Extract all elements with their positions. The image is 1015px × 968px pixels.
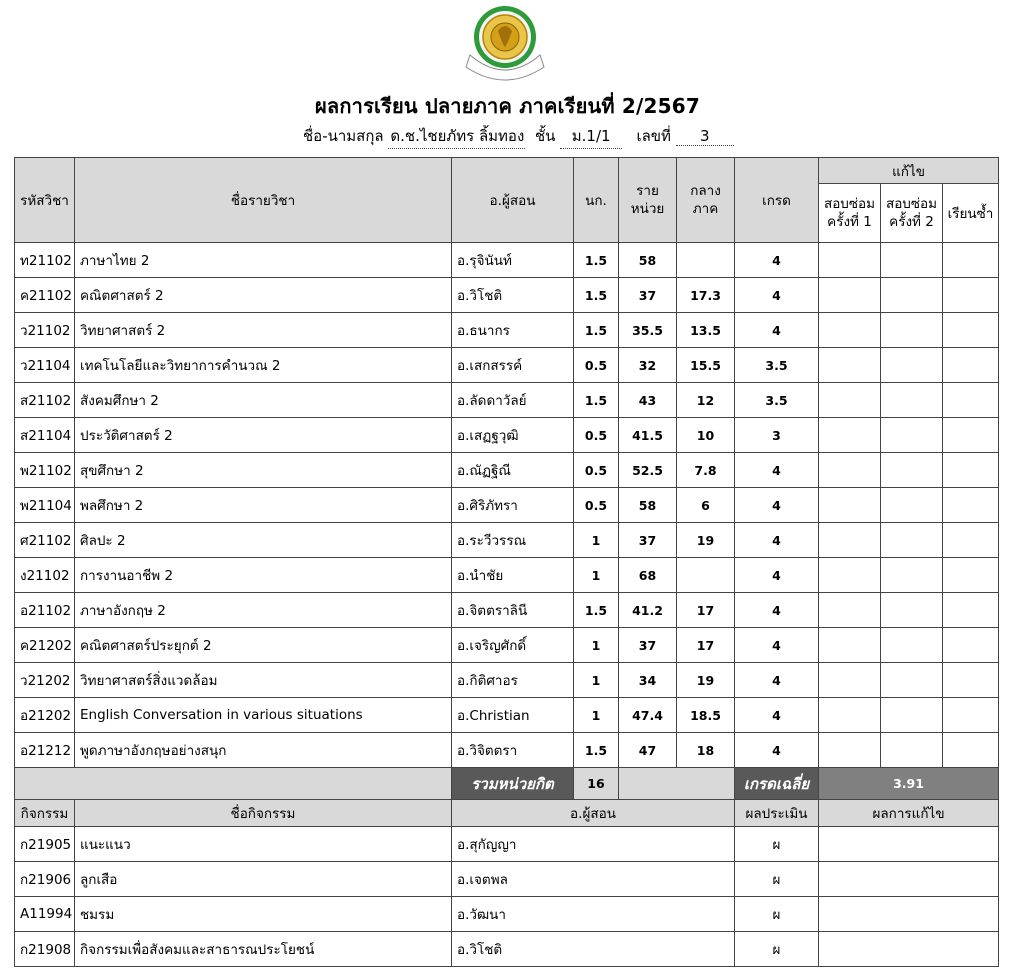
activity-teacher: อ.วิโชติ xyxy=(452,932,735,967)
subject-unit-score: 37 xyxy=(619,628,677,663)
activity-result: ผ xyxy=(735,827,819,862)
subject-teacher: อ.เจริญศักดิ์ xyxy=(452,628,574,663)
subject-retest2 xyxy=(881,523,943,558)
subject-repeat xyxy=(943,453,999,488)
subject-retest1 xyxy=(819,313,881,348)
subject-code: ค21202 xyxy=(15,628,75,663)
subject-row xyxy=(15,593,999,628)
subject-teacher: อ.เสฏฐวุฒิ xyxy=(452,418,574,453)
subject-credits: 0.5 xyxy=(574,418,619,453)
subject-code: ว21104 xyxy=(15,348,75,383)
subject-grade: 4 xyxy=(735,593,819,628)
subject-credits: 1.5 xyxy=(574,278,619,313)
fix-group-header: แก้ไข xyxy=(819,158,999,184)
subject-row xyxy=(15,418,999,453)
col-teacher-header: อ.ผู้สอน xyxy=(452,158,574,243)
subject-teacher: อ.วิโชติ xyxy=(452,278,574,313)
gpa-label: เกรดเฉลี่ย xyxy=(735,768,819,800)
activity-fix-result xyxy=(819,862,999,897)
subject-unit-score: 52.5 xyxy=(619,453,677,488)
subject-retest1 xyxy=(819,383,881,418)
subject-code: อ21212 xyxy=(15,733,75,768)
number-label: เลขที่ xyxy=(636,127,671,145)
activity-fix-result xyxy=(819,932,999,967)
subject-retest1 xyxy=(819,558,881,593)
subject-retest2 xyxy=(881,418,943,453)
subject-code: ง21102 xyxy=(15,558,75,593)
subject-row xyxy=(15,383,999,418)
activity-row xyxy=(15,827,999,862)
subject-midterm: 18.5 xyxy=(677,698,735,733)
subject-teacher: อ.ณัฏฐิณี xyxy=(452,453,574,488)
gpa-value: 3.91 xyxy=(819,768,999,800)
col-code-header: รหัสวิชา xyxy=(15,158,75,243)
act-col-name-header: ชื่อกิจกรรม xyxy=(75,800,452,827)
subject-midterm: 6 xyxy=(677,488,735,523)
subject-name: สุขศึกษา 2 xyxy=(75,453,452,488)
summary-filler xyxy=(15,768,452,800)
subject-teacher: อ.กิติศาอร xyxy=(452,663,574,698)
subject-retest2 xyxy=(881,313,943,348)
activity-result: ผ xyxy=(735,862,819,897)
activity-teacher: อ.สุกัญญา xyxy=(452,827,735,862)
subject-credits: 1 xyxy=(574,558,619,593)
subject-code: พ21104 xyxy=(15,488,75,523)
subject-row xyxy=(15,453,999,488)
subject-name: วิทยาศาสตร์สิ่งแวดล้อม xyxy=(75,663,452,698)
subject-repeat xyxy=(943,593,999,628)
act-col-teacher-header: อ.ผู้สอน xyxy=(452,800,735,827)
subject-midterm: 18 xyxy=(677,733,735,768)
subject-grade: 4 xyxy=(735,698,819,733)
subject-retest1 xyxy=(819,663,881,698)
subject-retest1 xyxy=(819,243,881,278)
subject-teacher: อ.นำชัย xyxy=(452,558,574,593)
activity-fix-result xyxy=(819,897,999,932)
student-info-line xyxy=(303,124,734,149)
subject-teacher: อ.ระวีวรรณ xyxy=(452,523,574,558)
subject-unit-score: 68 xyxy=(619,558,677,593)
subject-retest1 xyxy=(819,453,881,488)
subject-grade: 4 xyxy=(735,523,819,558)
subject-teacher: อ.ลัดดาวัลย์ xyxy=(452,383,574,418)
activity-name: กิจกรรมเพื่อสังคมและสาธารณประโยชน์ xyxy=(75,932,452,967)
subject-credits: 1.5 xyxy=(574,313,619,348)
activity-code: ก21908 xyxy=(15,932,75,967)
act-col-result-header: ผลประเมิน xyxy=(735,800,819,827)
subject-retest2 xyxy=(881,663,943,698)
subject-repeat xyxy=(943,243,999,278)
subject-name: การงานอาชีพ 2 xyxy=(75,558,452,593)
subject-retest2 xyxy=(881,348,943,383)
subject-code: อ21202 xyxy=(15,698,75,733)
col-grade-header: เกรด xyxy=(735,158,819,243)
subject-credits: 1.5 xyxy=(574,383,619,418)
activity-name: แนะแนว xyxy=(75,827,452,862)
col-credits-header: นก. xyxy=(574,158,619,243)
subject-grade: 4 xyxy=(735,243,819,278)
subject-retest1 xyxy=(819,628,881,663)
subject-grade: 4 xyxy=(735,278,819,313)
subject-unit-score: 43 xyxy=(619,383,677,418)
subject-code: ท21102 xyxy=(15,243,75,278)
subject-grade: 4 xyxy=(735,733,819,768)
subject-midterm: 17 xyxy=(677,593,735,628)
subject-retest2 xyxy=(881,243,943,278)
subject-credits: 0.5 xyxy=(574,453,619,488)
subject-retest2 xyxy=(881,488,943,523)
subject-retest2 xyxy=(881,383,943,418)
subject-unit-score: 35.5 xyxy=(619,313,677,348)
subject-unit-score: 41.2 xyxy=(619,593,677,628)
activity-teacher: อ.วัฒนา xyxy=(452,897,735,932)
subject-repeat xyxy=(943,733,999,768)
subject-credits: 1 xyxy=(574,663,619,698)
subject-repeat xyxy=(943,523,999,558)
subject-unit-score: 58 xyxy=(619,488,677,523)
subject-midterm xyxy=(677,558,735,593)
activity-teacher: อ.เจตพล xyxy=(452,862,735,897)
subject-name: สังคมศึกษา 2 xyxy=(75,383,452,418)
subject-name: วิทยาศาสตร์ 2 xyxy=(75,313,452,348)
subject-credits: 1 xyxy=(574,523,619,558)
subject-row xyxy=(15,488,999,523)
subject-code: ว21202 xyxy=(15,663,75,698)
subject-midterm: 13.5 xyxy=(677,313,735,348)
subject-grade: 4 xyxy=(735,663,819,698)
col-unit-header: ราย หน่วย xyxy=(619,158,677,243)
subject-grade: 3.5 xyxy=(735,383,819,418)
subject-grade: 4 xyxy=(735,453,819,488)
subject-unit-score: 47 xyxy=(619,733,677,768)
subject-code: ส21104 xyxy=(15,418,75,453)
subject-credits: 0.5 xyxy=(574,488,619,523)
subject-credits: 1 xyxy=(574,698,619,733)
school-logo xyxy=(460,3,550,81)
subject-retest2 xyxy=(881,453,943,488)
summary-filler-2 xyxy=(619,768,735,800)
subject-name: ภาษาอังกฤษ 2 xyxy=(75,593,452,628)
subject-unit-score: 37 xyxy=(619,523,677,558)
subject-midterm: 10 xyxy=(677,418,735,453)
subject-code: ว21102 xyxy=(15,313,75,348)
subject-grade: 3.5 xyxy=(735,348,819,383)
subject-credits: 1.5 xyxy=(574,593,619,628)
subject-row xyxy=(15,558,999,593)
activity-result: ผ xyxy=(735,932,819,967)
activity-name: ชมรม xyxy=(75,897,452,932)
subject-row xyxy=(15,663,999,698)
activity-name: ลูกเสือ xyxy=(75,862,452,897)
subject-unit-score: 58 xyxy=(619,243,677,278)
subject-unit-score: 37 xyxy=(619,278,677,313)
activity-row xyxy=(15,897,999,932)
subject-name: เทคโนโลยีและวิทยาการคำนวณ 2 xyxy=(75,348,452,383)
subject-retest2 xyxy=(881,733,943,768)
activity-code: ก21906 xyxy=(15,862,75,897)
subject-code: อ21102 xyxy=(15,593,75,628)
subject-teacher: อ.จิตตราลินี xyxy=(452,593,574,628)
subject-retest2 xyxy=(881,593,943,628)
subject-repeat xyxy=(943,418,999,453)
class-label: ชั้น xyxy=(534,127,556,145)
subject-retest1 xyxy=(819,733,881,768)
subject-name: คณิตศาสตร์ประยุกต์ 2 xyxy=(75,628,452,663)
subject-repeat xyxy=(943,383,999,418)
total-credits-value: 16 xyxy=(574,768,619,800)
subject-retest1 xyxy=(819,698,881,733)
subject-retest2 xyxy=(881,698,943,733)
col-retest2-header: สอบซ่อม ครั้งที่ 2 xyxy=(881,184,943,243)
col-subject-header: ชื่อรายวิชา xyxy=(75,158,452,243)
subject-code: ค21102 xyxy=(15,278,75,313)
subject-retest1 xyxy=(819,523,881,558)
act-col-fix-header: ผลการแก้ไข xyxy=(819,800,999,827)
subject-midterm: 19 xyxy=(677,663,735,698)
subject-retest1 xyxy=(819,418,881,453)
subject-midterm xyxy=(677,243,735,278)
subject-teacher: อ.เสกสรรค์ xyxy=(452,348,574,383)
act-col-code-header: กิจกรรม xyxy=(15,800,75,827)
subject-name: ประวัติศาสตร์ 2 xyxy=(75,418,452,453)
subject-midterm: 12 xyxy=(677,383,735,418)
subject-retest2 xyxy=(881,558,943,593)
subject-row xyxy=(15,348,999,383)
subject-unit-score: 34 xyxy=(619,663,677,698)
subject-grade: 4 xyxy=(735,313,819,348)
subject-midterm: 17.3 xyxy=(677,278,735,313)
activity-row xyxy=(15,932,999,967)
subject-unit-score: 32 xyxy=(619,348,677,383)
activity-row xyxy=(15,862,999,897)
subject-unit-score: 47.4 xyxy=(619,698,677,733)
activity-code: ก21905 xyxy=(15,827,75,862)
subject-row xyxy=(15,733,999,768)
subject-credits: 1.5 xyxy=(574,733,619,768)
subject-teacher: อ.Christian xyxy=(452,698,574,733)
subject-row xyxy=(15,313,999,348)
subject-repeat xyxy=(943,313,999,348)
subject-repeat xyxy=(943,278,999,313)
subject-name: พลศึกษา 2 xyxy=(75,488,452,523)
subject-retest2 xyxy=(881,278,943,313)
subject-retest2 xyxy=(881,628,943,663)
subject-retest1 xyxy=(819,593,881,628)
class-value: ม.1/1 xyxy=(560,124,622,149)
subject-teacher: อ.วิจิตตรา xyxy=(452,733,574,768)
subject-repeat xyxy=(943,558,999,593)
subject-teacher: อ.ศิริภัทรา xyxy=(452,488,574,523)
subject-repeat xyxy=(943,348,999,383)
subject-credits: 1.5 xyxy=(574,243,619,278)
number-value: 3 xyxy=(676,127,734,146)
subject-teacher: อ.รุจินันท์ xyxy=(452,243,574,278)
activity-code: A11994 xyxy=(15,897,75,932)
subject-repeat xyxy=(943,488,999,523)
subject-retest1 xyxy=(819,488,881,523)
subject-grade: 4 xyxy=(735,558,819,593)
subject-midterm: 7.8 xyxy=(677,453,735,488)
student-name: ด.ช.ไชยภัทร ลิ้มทอง xyxy=(388,124,525,149)
report-title: ผลการเรียน ปลายภาค ภาคเรียนที่ 2/2567 xyxy=(314,94,701,118)
subject-teacher: อ.ธนากร xyxy=(452,313,574,348)
name-label: ชื่อ-นามสกุล xyxy=(303,127,384,145)
col-repeat-header: เรียนซ้ำ xyxy=(943,184,999,243)
grades-table xyxy=(14,157,999,967)
subject-midterm: 17 xyxy=(677,628,735,663)
subject-code: ศ21102 xyxy=(15,523,75,558)
subject-row xyxy=(15,628,999,663)
subject-repeat xyxy=(943,698,999,733)
subject-grade: 4 xyxy=(735,488,819,523)
subject-grade: 3 xyxy=(735,418,819,453)
col-midterm-header: กลาง ภาค xyxy=(677,158,735,243)
subject-credits: 1 xyxy=(574,628,619,663)
subject-code: พ21102 xyxy=(15,453,75,488)
subject-midterm: 15.5 xyxy=(677,348,735,383)
subject-unit-score: 41.5 xyxy=(619,418,677,453)
subject-row xyxy=(15,523,999,558)
subject-name: ภาษาไทย 2 xyxy=(75,243,452,278)
subject-row xyxy=(15,698,999,733)
subject-row xyxy=(15,243,999,278)
subject-name: พูดภาษาอังกฤษอย่างสนุก xyxy=(75,733,452,768)
subject-retest1 xyxy=(819,278,881,313)
subject-name: คณิตศาสตร์ 2 xyxy=(75,278,452,313)
total-credits-label: รวมหน่วยกิต xyxy=(452,768,574,800)
subject-retest1 xyxy=(819,348,881,383)
subject-repeat xyxy=(943,663,999,698)
subject-grade: 4 xyxy=(735,628,819,663)
subject-midterm: 19 xyxy=(677,523,735,558)
subject-repeat xyxy=(943,628,999,663)
subject-name: English Conversation in various situations xyxy=(75,698,452,733)
subject-name: ศิลปะ 2 xyxy=(75,523,452,558)
activity-fix-result xyxy=(819,827,999,862)
subject-code: ส21102 xyxy=(15,383,75,418)
col-retest1-header: สอบซ่อม ครั้งที่ 1 xyxy=(819,184,881,243)
subject-credits: 0.5 xyxy=(574,348,619,383)
subject-row xyxy=(15,278,999,313)
activity-result: ผ xyxy=(735,897,819,932)
